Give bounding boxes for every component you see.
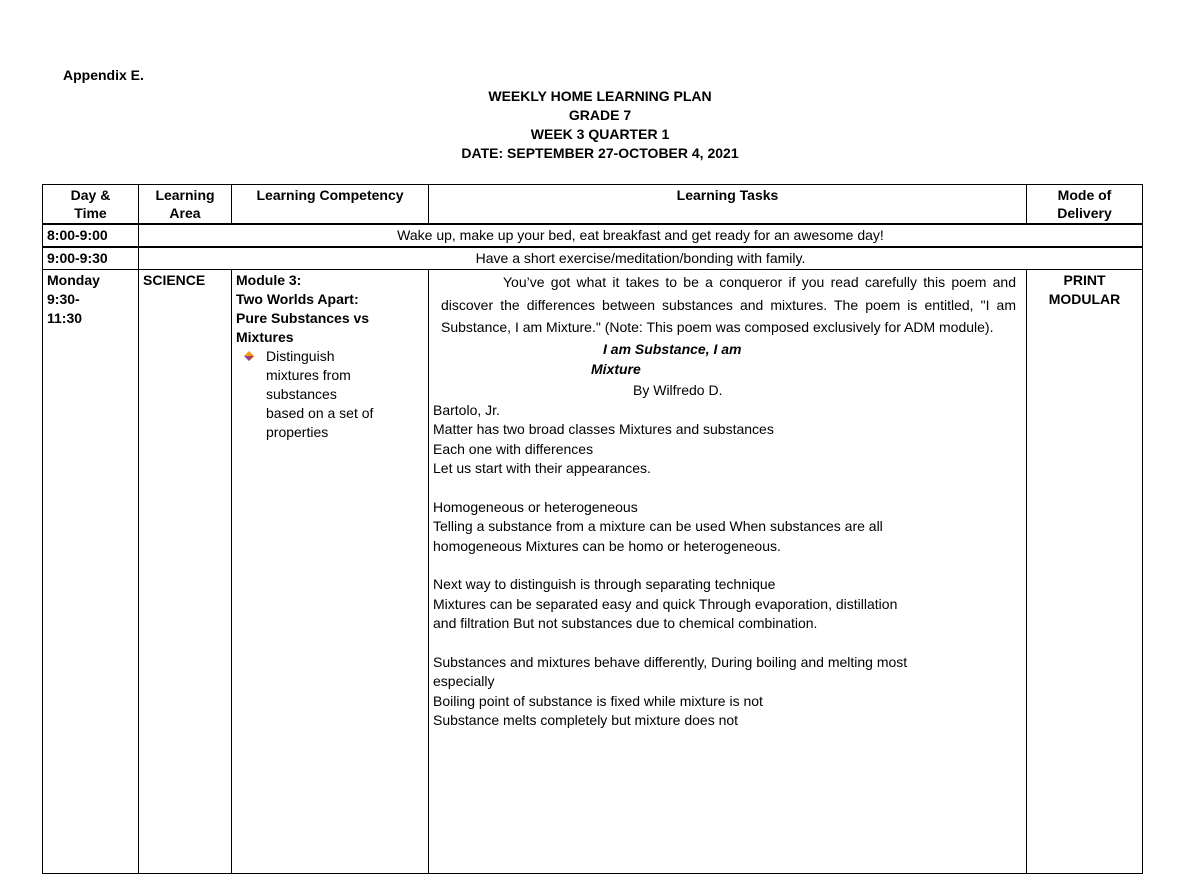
header-grade: GRADE 7 [568, 107, 632, 123]
poem-line: Telling a substance from a mixture can be used When substances are all [433, 518, 883, 534]
header-date: DATE: SEPTEMBER 27-OCTOBER 4, 2021 [461, 145, 739, 161]
competency-line5: properties [266, 424, 329, 440]
module-title-line2: Pure Substances vs [236, 310, 370, 326]
row-activity-exercise: Have a short exercise/meditation/bonding with family. [139, 247, 1143, 270]
mode-line2: MODULAR [1048, 291, 1121, 307]
poem-title-line2: Mixture [591, 360, 641, 377]
header-week: WEEK 3 QUARTER 1 [530, 126, 670, 142]
cell-mode-of-delivery [1027, 270, 1143, 874]
col-header-competency: Learning Competency [232, 185, 429, 225]
col-header-mode [1027, 185, 1143, 225]
poem-line: Each one with differences [433, 440, 594, 457]
row-time-exercise: 9:00-9:30 [43, 247, 139, 270]
module-number: Module 3: [236, 272, 302, 288]
competency-line3: substances [266, 386, 337, 402]
time-start: 9:30- [47, 291, 80, 307]
poem-line: and filtration But not substances due to chemical combination. [433, 615, 818, 631]
col-header-learning-area-line2: Area [169, 205, 201, 221]
competency-line4: based on a set of [266, 405, 374, 421]
cell-competency [232, 270, 429, 874]
poem-line: Matter has two broad classes Mixtures and substances [433, 421, 774, 437]
time-end: 11:30 [47, 310, 83, 326]
header-title: WEEKLY HOME LEARNING PLAN [488, 88, 712, 104]
poem-line: Next way to distinguish is through separating technique [433, 576, 776, 592]
col-header-mode-line1: Mode of [1057, 187, 1112, 203]
poem-line: Let us start with their appearances. [433, 460, 651, 476]
poem-title-line1: I am Substance, I am [603, 340, 742, 357]
col-header-mode-line2: Delivery [1057, 205, 1112, 221]
poem-line: Substances and mixtures behave differently, During boiling and melting most [433, 653, 908, 670]
col-header-day-time-line1: Day & [70, 187, 111, 203]
competency-list [236, 347, 424, 442]
col-header-day-time [43, 185, 139, 225]
module-title-line3: Mixtures [236, 329, 294, 345]
day-label: Monday [47, 272, 100, 288]
document-header [0, 87, 1200, 163]
col-header-learning-area [139, 185, 232, 225]
poem-author-line1: By Wilfredo D. [633, 381, 723, 398]
poem-line: especially [433, 673, 495, 689]
cell-day-time [43, 270, 139, 874]
appendix-label: Appendix E. [63, 67, 144, 83]
poem-line: Substance melts completely but mixture does not [433, 712, 739, 728]
list-item [266, 347, 424, 442]
task-intro: You’ve got what it takes to be a conqueror if you read carefully this poem and discover the differences between substances and mixtures. The poem is entitled, "I am Substance, I am Mixture." (Note: This poem was composed exclusively for ADM module). [441, 274, 1016, 335]
row-activity-breakfast: Wake up, make up your bed, eat breakfast and get ready for an awesome day! [139, 224, 1143, 247]
poem-line: homogeneous Mixtures can be homo or heterogeneous. [433, 537, 781, 554]
table-header-row [43, 185, 1143, 225]
poem-author-line2: Bartolo, Jr. [433, 401, 500, 418]
poem-line: Mixtures can be separated easy and quick Through evaporation, distillation [433, 595, 898, 612]
competency-line2: mixtures from [266, 367, 351, 383]
diamond-bullet-icon [244, 351, 254, 361]
table-row [43, 224, 1143, 247]
col-header-learning-area-line1: Learning [155, 187, 215, 203]
row-time-breakfast: 8:00-9:00 [43, 224, 139, 247]
cell-learning-tasks [429, 270, 1027, 874]
mode-line1: PRINT [1063, 272, 1106, 288]
col-header-day-time-line2: Time [74, 205, 107, 221]
competency-line1: Distinguish [266, 348, 335, 364]
module-title-line1: Two Worlds Apart: [236, 291, 359, 307]
col-header-tasks: Learning Tasks [429, 185, 1027, 225]
cell-learning-area: SCIENCE [139, 270, 232, 874]
learning-plan-table [42, 184, 1143, 874]
table-row [43, 247, 1143, 270]
table-row [43, 270, 1143, 874]
poem-line: Boiling point of substance is fixed while mixture is not [433, 692, 763, 709]
poem-line: Homogeneous or heterogeneous [433, 498, 638, 515]
